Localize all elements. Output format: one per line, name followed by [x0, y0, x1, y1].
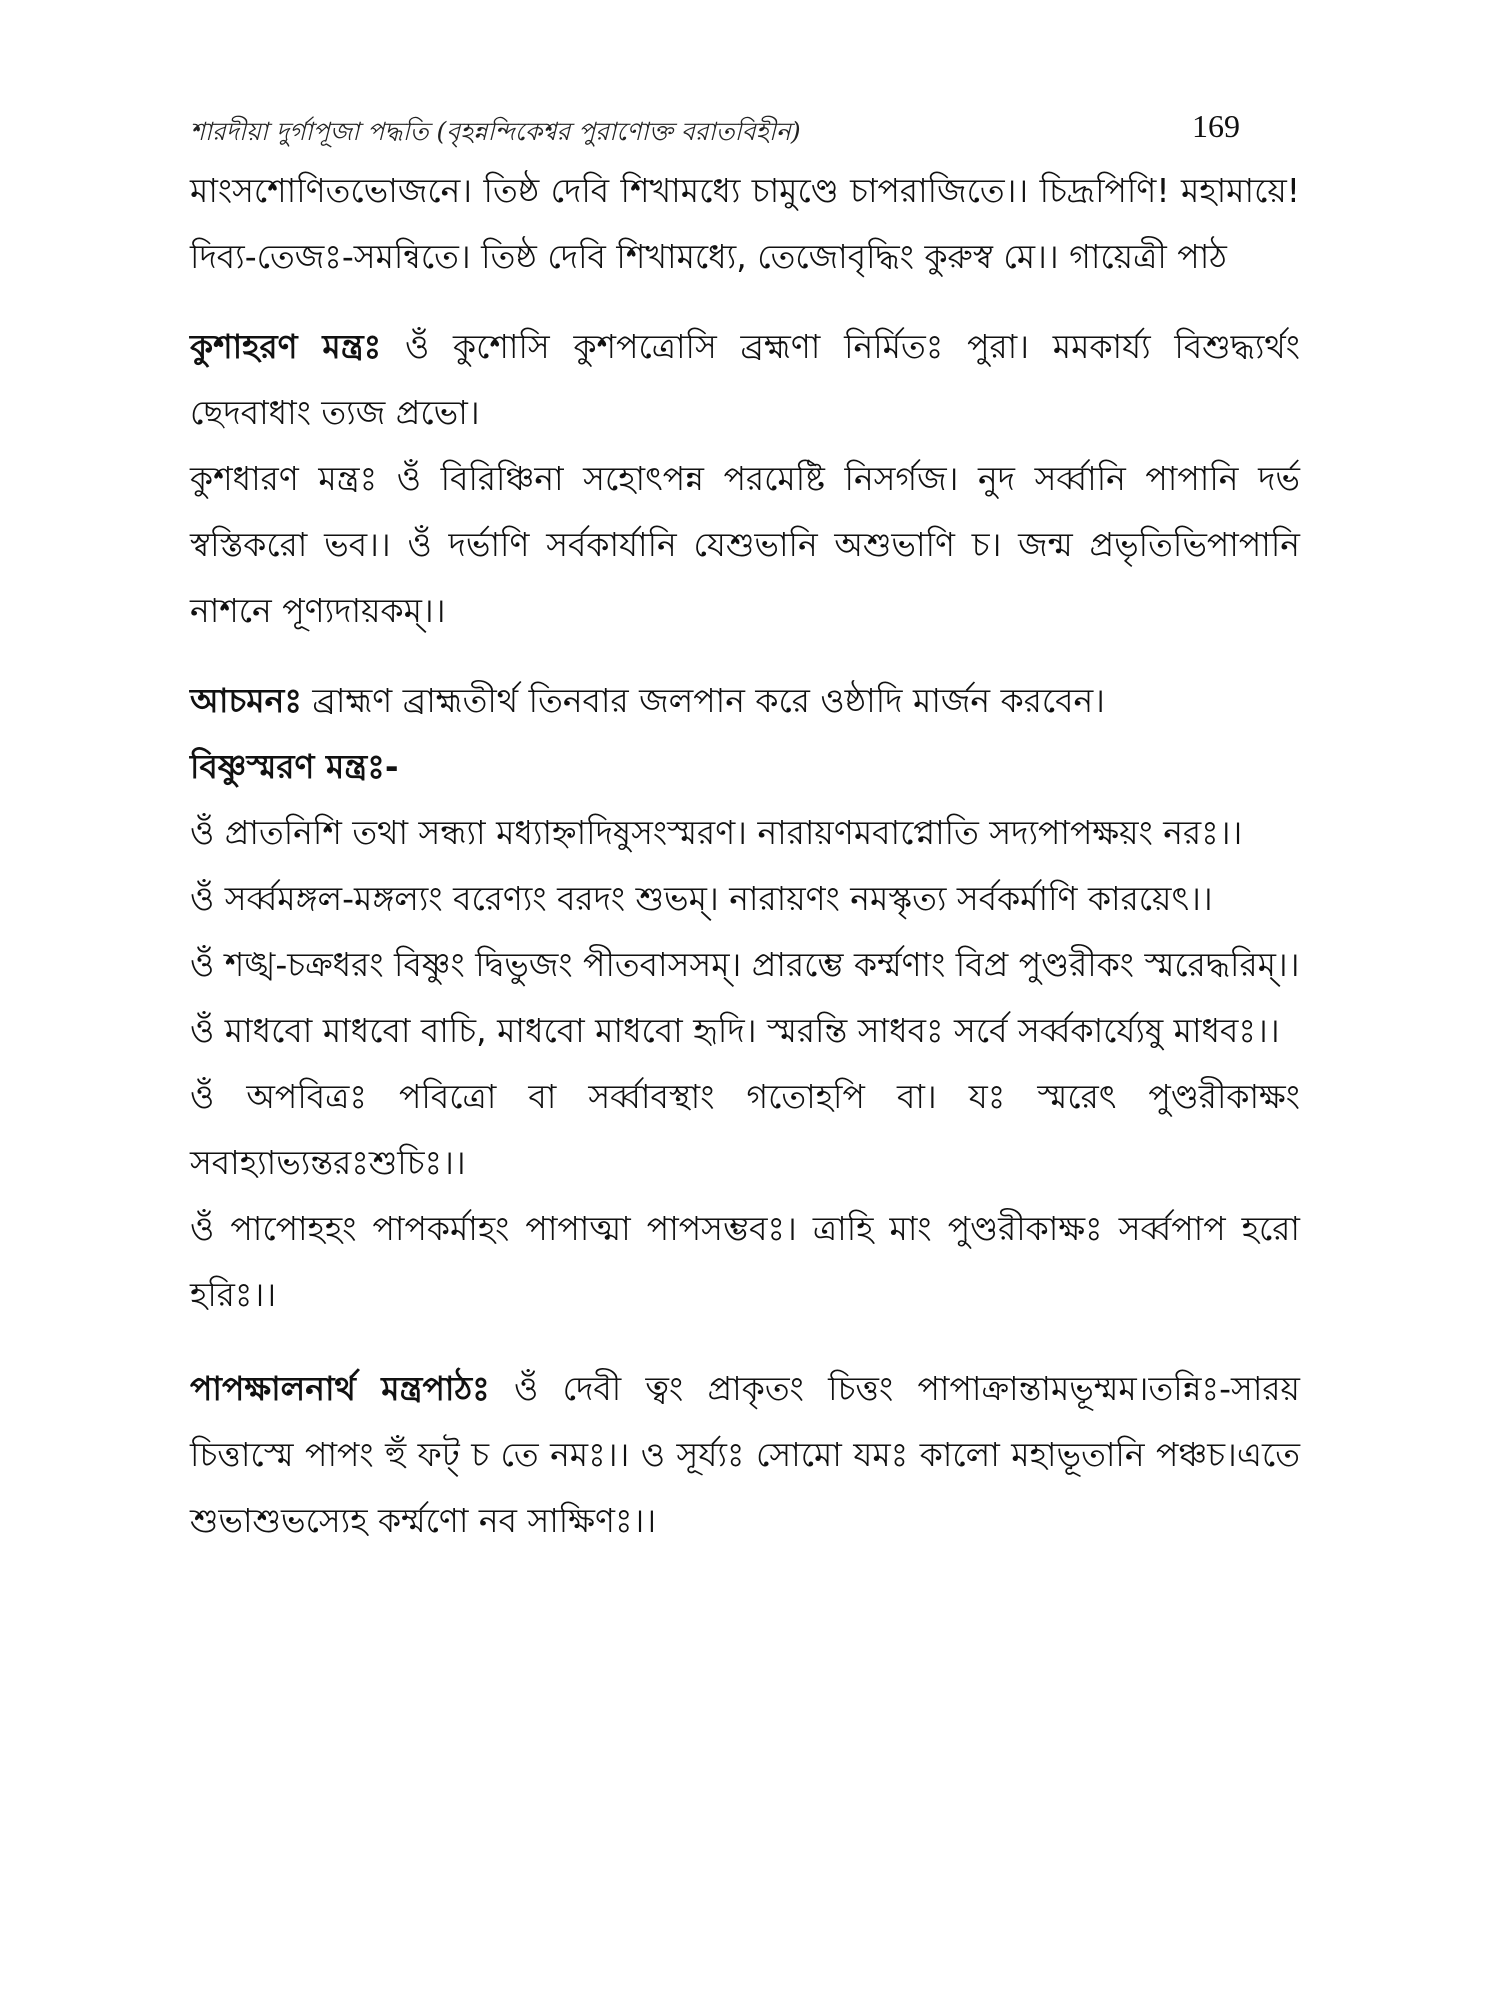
papakshalana-text: ওঁ দেবী ত্বং প্রাকৃতং চিত্তং পাপাক্রান্তামভূম্মম।তন্নিঃ-সারয় চিত্তাস্মে পাপং হুঁ ফট্ চ তে নমঃ।। ও সূর্য্যঃ সোমো যমঃ কালো মহাভূতানি পঞ্চচ।এতে শুভাশুভস্যেহ কর্ম্মণো নব সাক্ষিণঃ।। [190, 1369, 1300, 1540]
page-body [190, 158, 1300, 1554]
vishnu-verse-1: ওঁ প্রাতনিশি তথা সন্ধ্যা মধ্যাহ্নাদিষুসংস্মরণ। নারায়ণমবাপ্নোতি সদ্যপাপক্ষয়ং নরঃ।। [190, 813, 1243, 852]
vishnu-verse-4: ওঁ মাধবো মাধবো বাচি, মাধবো মাধবো হৃদি। স্মরন্তি সাধবঃ সর্বে সর্ব্বকার্য্যেষু মাধবঃ।। [190, 1011, 1280, 1050]
vishnu-verse-6: ওঁ পাপোহহং পাপকর্মাহং পাপাত্মা পাপসম্ভবঃ। ত্রাহি মাং পুণ্ডরীকাক্ষঃ সর্ব্বপাপ হরো হরিঃ।। [190, 1209, 1300, 1314]
achamana-text: ব্রাহ্মণ ব্রাহ্মতীর্থ তিনবার জলপান করে ওষ্ঠাদি মার্জন করবেন। [301, 681, 1105, 720]
kusha-harana-label: কুশাহরণ মন্ত্রঃ [190, 327, 382, 366]
vishnu-verse-5: ওঁ অপবিত্রঃ পবিত্রো বা সর্ব্বাবস্থাং গতোহপি বা। যঃ স্মরেৎ পুণ্ডরীকাক্ষং সবাহ্যাভ্যন্তরঃশুচিঃ।। [190, 1077, 1300, 1182]
vishnu-smarana-heading: বিষ্ণুস্মরণ মন্ত্রঃ- [190, 747, 399, 786]
vishnu-verse-3: ওঁ শঙ্খ-চক্রধরং বিষ্ণুং দ্বিভুজং পীতবাসসম্। প্রারম্ভে কর্ম্মণাং বিপ্র পুণ্ডরীকং স্মরেদ্ধরিম্।। [190, 945, 1300, 984]
papakshalana-label: পাপক্ষালনার্থ মন্ত্রপাঠঃ [190, 1369, 490, 1408]
vishnu-verse-2: ওঁ সর্ব্বমঙ্গল-মঙ্গল্যং বরেণ্যং বরদং শুভম্। নারায়ণং নমস্কৃত্য সর্বকর্মাণি কারয়েৎ।। [190, 879, 1213, 918]
kusha-harana-paragraph [190, 314, 1300, 446]
achamana-label: আচমনঃ [190, 681, 302, 720]
running-title: শারদীয়া দুর্গাপূজা পদ্ধতি (বৃহন্নন্দিকেশ্বর পুরাণোক্ত বরাতবিহীন) [190, 117, 801, 146]
papakshalana-paragraph [190, 1356, 1300, 1554]
running-header [190, 108, 1300, 152]
page-number: 169 [1192, 108, 1240, 144]
kusha-dharana-paragraph: কুশধারণ মন্ত্রঃ ওঁ বিরিঞ্চিনা সহোৎপন্ন পরমেষ্টি নিসর্গজ। নুদ সর্ব্বানি পাপানি দর্ভ স্বস্তিকরো ভব।। ওঁ দর্ভাণি সর্বকার্যানি যেশুভানি অশুভাণি চ। জন্ম প্রভৃতিভিপাপানি নাশনে পূণ্যদায়কম্।। [190, 459, 1300, 630]
achamana-paragraph [190, 668, 1300, 734]
continuation-paragraph: মাংসশোণিতভোজনে। তিষ্ঠ দেবি শিখামধ্যে চামুণ্ডে চাপরাজিতে।। চিদ্রূপিণি! মহামায়ে! দিব্য-তেজঃ-সমন্বিতে। তিষ্ঠ দেবি শিখামধ্যে, তেজোবৃদ্ধিং কুরুস্ব মে।। গায়েত্রী পাঠ [190, 171, 1300, 276]
kusha-harana-text: ওঁ কুশোসি কুশপত্রোসি ব্রহ্মণা নির্মিতঃ পুরা। মমকার্য্য বিশুদ্ধ্যর্থং ছেদবাধাং ত্যজ প্রভো। [190, 327, 1300, 432]
